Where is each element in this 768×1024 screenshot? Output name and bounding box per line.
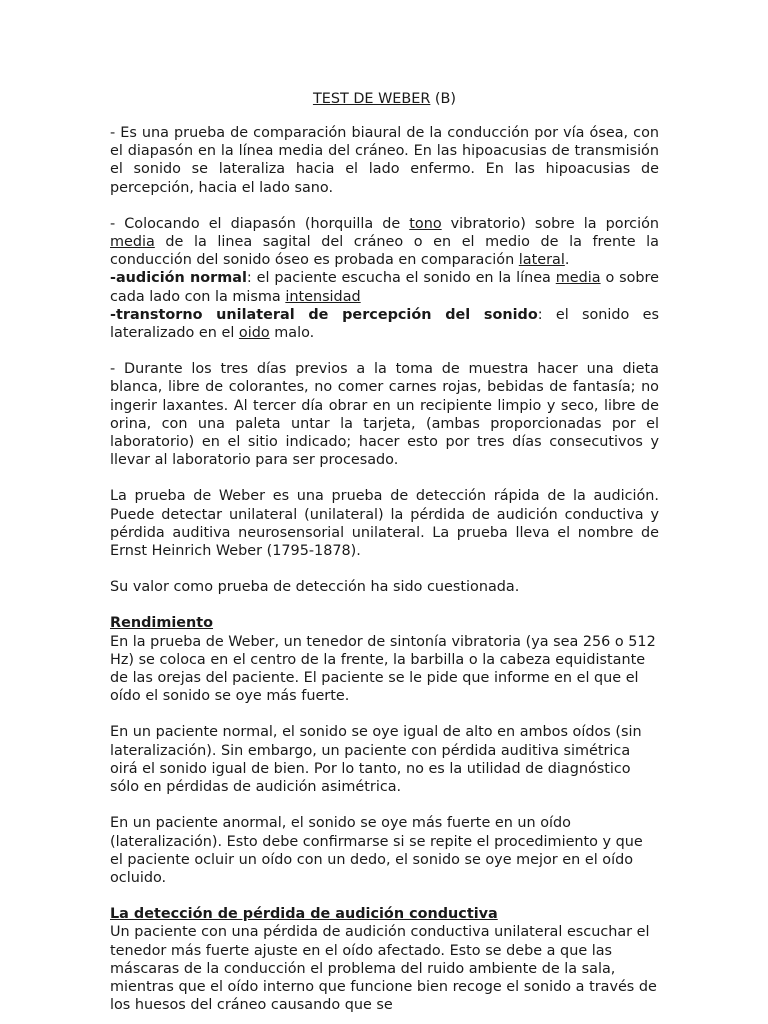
text-span: o sobre cada lado con la misma xyxy=(110,270,659,305)
page-title xyxy=(110,90,659,108)
link-media[interactable]: media xyxy=(110,234,155,251)
text-span: . xyxy=(564,252,570,269)
paragraph-procedure xyxy=(110,215,659,342)
paragraph-valor: Su valor como prueba de detección ha sido cuestionada. xyxy=(110,579,520,596)
link-tono[interactable]: tono xyxy=(409,215,442,232)
title-main: TEST DE WEBER xyxy=(312,91,431,107)
link-lateral[interactable]: lateral xyxy=(518,252,565,269)
heading-deteccion-conductiva: La detección de pérdida de audición conductiva xyxy=(110,906,498,923)
link-intensidad[interactable]: intensidad xyxy=(285,288,361,305)
title-suffix: (B) xyxy=(430,91,457,107)
paragraph-paciente-normal: En un paciente normal, el sonido se oye igual de alto en ambos oídos (sin lateralización). Sin embargo, un paciente con pérdida auditiva simétrica oirá el sonido igual de bien. Por lo tanto, no es la utilidad de diagnóstico sólo en pérdidas de audición asimétrica. xyxy=(110,724,642,796)
text-span: de la linea sagital del cráneo o en el medio de la frente la conducción del sonido óseo es probada en comparación xyxy=(110,234,659,269)
paragraph-definition: - Es una prueba de comparación biaural de la conducción por vía ósea, con el diapasón en la línea media del cráneo. En las hipoacusias de transmisión el sonido se lateraliza hacia el lado enfermo. En las hipoacusias de percepción, hacia el lado sano. xyxy=(110,125,659,196)
text-span: : el sonido es lateralizado en el xyxy=(110,306,659,342)
document-page xyxy=(110,90,659,1014)
paragraph-paciente-anormal: En un paciente anormal, el sonido se oye más fuerte en un oído (lateralización). Esto debe confirmarse si se repite el procedimiento y que el paciente ocluir un oído con un dedo, el sonido se oye mejor en el oído ocluido. xyxy=(110,815,643,886)
bold-audicion-normal: -audición normal xyxy=(110,270,247,287)
paragraph-rendimiento: En la prueba de Weber, un tenedor de sintonía vibratoria (ya sea 256 o 512 Hz) se coloca en el centro de la frente, la barbilla o la cabeza equidistante de las orejas del paciente. El paciente se le pide que informe en el que el oído el sonido se oye más fuerte. xyxy=(110,633,656,705)
text-span: : el paciente escucha el sonido en la línea xyxy=(246,270,556,287)
paragraph-conductiva: Un paciente con una pérdida de audición conductiva unilateral escuchar el tenedor más fuerte ajuste en el oído afectado. Esto se debe a que las máscaras de la conducción el problema del ruido ambiente de la sala, mientras que el oído interno que funcione bien recoge el sonido a través de los huesos del cráneo causando que se xyxy=(110,924,657,1014)
text-span: vibratorio) sobre la porción xyxy=(441,215,660,232)
link-oido[interactable]: oido xyxy=(238,325,270,342)
heading-rendimiento: Rendimiento xyxy=(110,615,214,632)
text-span: - Colocando el diapasón (horquilla de xyxy=(110,215,410,232)
paragraph-weber-intro: La prueba de Weber es una prueba de detección rápida de la audición. Puede detectar unilateral (unilateral) la pérdida de audición conductiva y pérdida auditiva neurosensorial unilateral. La prueba lleva el nombre de Ernst Heinrich Weber (1795-1878). xyxy=(110,488,659,560)
link-media-2[interactable]: media xyxy=(555,270,601,287)
paragraph-dieta: - Durante los tres días previos a la toma de muestra hacer una dieta blanca, libre de colorantes, no comer carnes rojas, bebidas de fantasía; no ingerir laxantes. Al tercer día obrar en un recipiente limpio y seco, libre de orina, con una paleta untar la tarjeta, (ambas proporcionadas por el laboratorio) en el sitio indicado; hacer esto por tres días consecutivos y llevar al laboratorio para ser procesado. xyxy=(110,361,659,469)
text-span: malo. xyxy=(269,325,315,342)
bold-transtorno: -transtorno unilateral de percepción del sonido xyxy=(110,306,538,323)
